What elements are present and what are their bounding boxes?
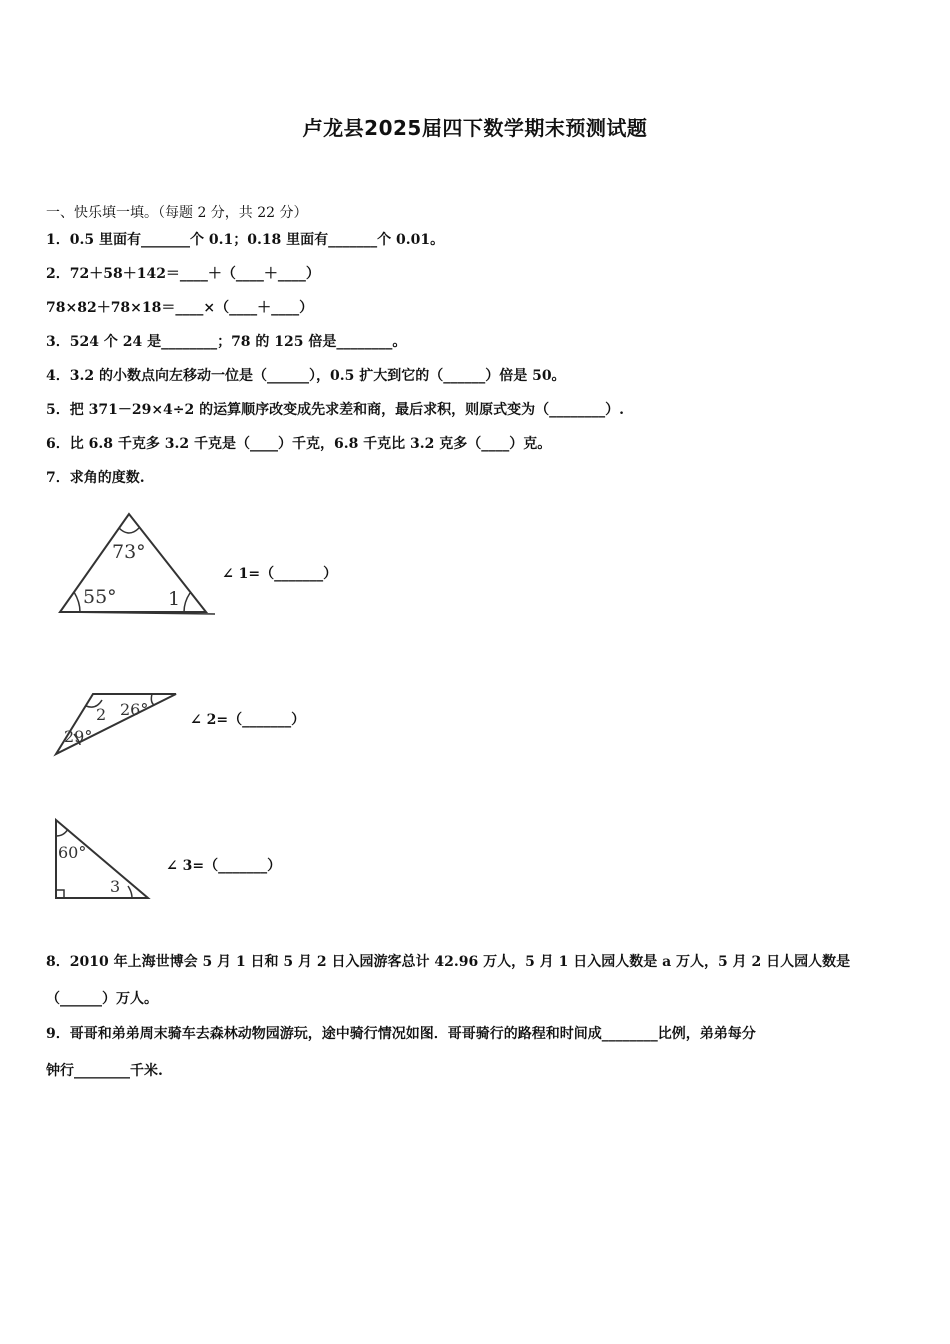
question-3: 3．524 个 24 是________；78 的 125 倍是________。 <box>46 334 407 350</box>
section-heading: 一、快乐填一填。（每题 2 分，共 22 分） <box>46 205 308 221</box>
angle-label-3: 3 <box>110 877 121 896</box>
angle-label-1: 1 <box>168 588 181 610</box>
question-4: 4．3.2 的小数点向左移动一位是（______），0.5 扩大到它的（______）倍是 50。 <box>46 368 566 384</box>
angle-label-26: 26° <box>120 700 149 719</box>
page-title: 卢龙县2025届四下数学期末预测试题 <box>302 116 648 140</box>
question-9-line-1: 9．哥哥和弟弟周末骑车去森林动物园游玩，途中骑行情况如图．哥哥骑行的路程和时间成________比例，弟弟每分 <box>46 1026 756 1042</box>
angle-label-29: 29° <box>64 727 93 746</box>
question-1: 1．0.5 里面有_______个 0.1；0.18 里面有_______个 0.01。 <box>46 232 445 248</box>
question-5: 5．把 371－29×4÷2 的运算顺序改变成先求差和商，最后求积，则原式变为（________）. <box>46 402 625 418</box>
question-8-line-1: 8．2010 年上海世博会 5 月 1 日和 5 月 2 日入园游客总计 42.96 万人，5 月 1 日入园人数是 a 万人，5 月 2 日人园人数是 <box>46 954 851 970</box>
question-9-line-2: 钟行________千米. <box>46 1063 163 1079</box>
question-2-line-2: 78×82＋78×18＝____×（____＋____） <box>46 300 314 316</box>
question-6: 6．比 6.8 千克多 3.2 千克是（____）千克，6.8 千克比 3.2 克多（____）克。 <box>46 436 552 452</box>
question-7: 7．求角的度数. <box>46 470 145 486</box>
triangle-figure-2 <box>50 688 185 763</box>
angle-label-73: 73° <box>112 541 146 563</box>
question-2-line-1: 2．72＋58＋142＝____＋（____＋____） <box>46 266 320 282</box>
triangle-figure-3 <box>48 812 158 907</box>
angle-label-55: 55° <box>83 586 117 608</box>
angle-label-60: 60° <box>58 843 87 862</box>
angle-label-2: 2 <box>96 705 107 724</box>
answer-angle-3: ∠ 3=（_______） <box>166 858 282 874</box>
triangle-figure-1 <box>50 508 220 628</box>
question-8-line-2: （______）万人。 <box>46 991 158 1007</box>
answer-angle-1: ∠ 1=（_______） <box>222 566 338 582</box>
answer-angle-2: ∠ 2=（_______） <box>190 712 306 728</box>
